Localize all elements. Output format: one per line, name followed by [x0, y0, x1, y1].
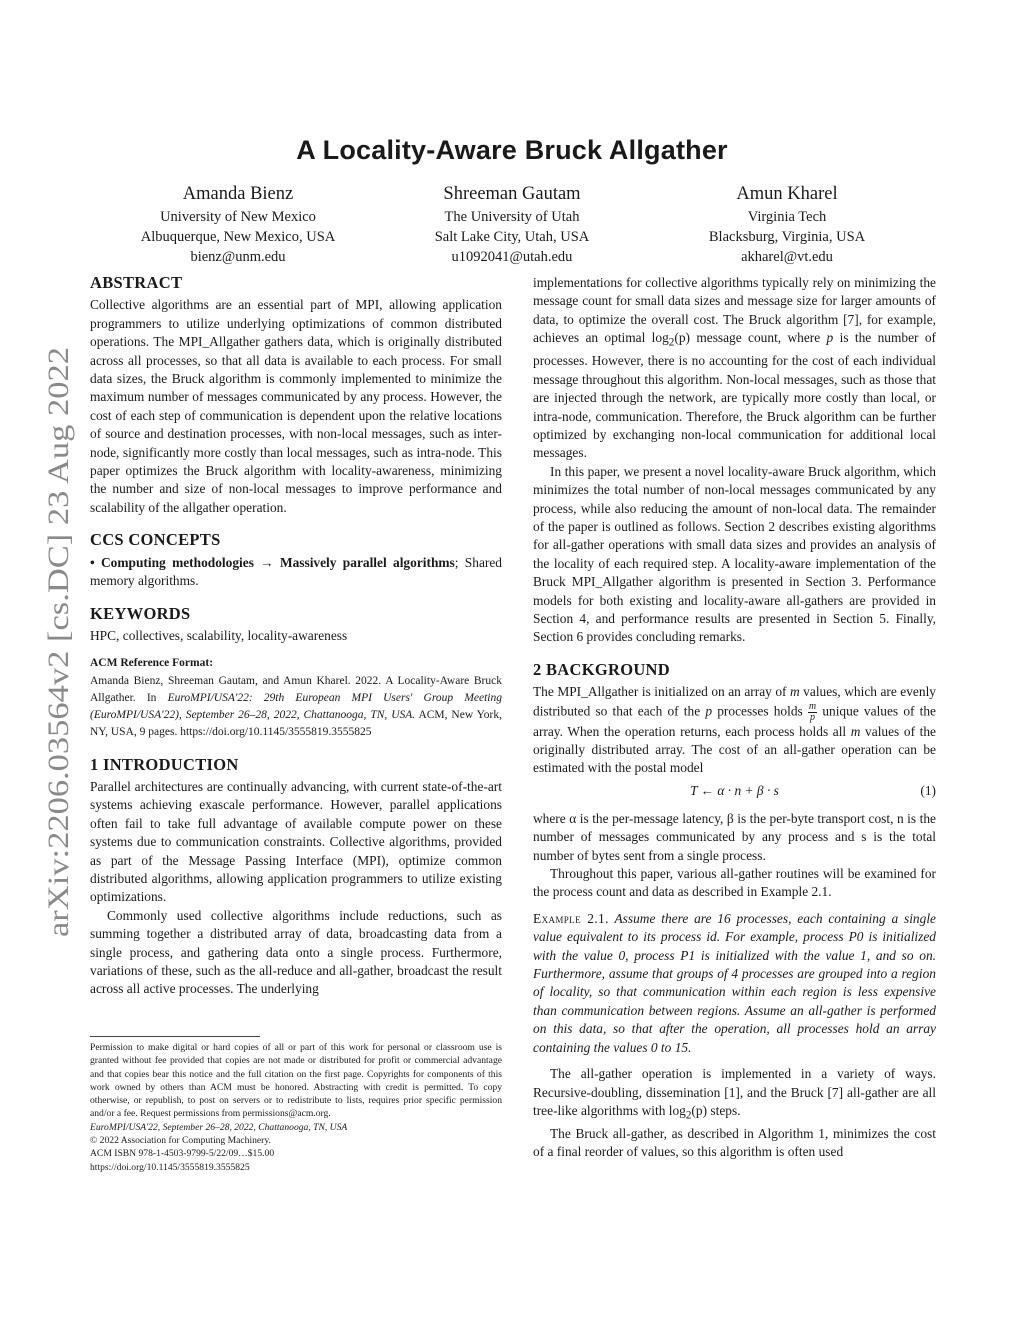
footnote-rule	[90, 1036, 260, 1037]
author-email[interactable]: u1092041@utah.edu	[451, 249, 573, 265]
background-paragraph: The MPI_Allgather is initialized on an array of m values, which are evenly distributed so that each of the p processes holds $\frac{m}{p}$ unique values of the array. When the operation returns, each process holds all m values of the originally distributed array. The cost of an all-gather operation can be estimated with the postal model	[533, 684, 937, 776]
footnote-copyright: © 2022 Association for Computing Machinery.	[90, 1135, 271, 1147]
arxiv-stamp	[30, 345, 80, 945]
author-location: Blacksburg, Virginia, USA	[708, 229, 866, 245]
footnote-doi[interactable]: https://doi.org/10.1145/3555819.3555825	[90, 1161, 250, 1173]
right-column	[533, 274, 936, 1162]
author-affiliation: The University of Utah	[444, 209, 580, 225]
fraction-m-over-p: $\frac{m}{p}$	[808, 700, 817, 723]
left-column	[90, 274, 502, 999]
example-label: Example 2.1.	[533, 910, 609, 926]
equation-text: T ← α · n + β · s	[690, 782, 779, 798]
introduction-heading: 1 INTRODUCTION	[90, 754, 239, 774]
author-block	[382, 182, 642, 267]
acm-reference-text	[90, 673, 502, 742]
abstract-text: Collective algorithms are an essential part of MPI, allowing application programmers to utilize underlying optimizations of common distributed operations. The MPI_Allgather gathers data, which is originally distributed across all processes, so that all data is available to each process. For small data sizes, the Bruck algorithm is commonly implemented to minimize the maximum number of messages communicated by any process. However, the cost of each step of communication is dependent upon the relative locations of source and destination processes, with non-local messages, such as inter-node, significantly more costly than local messages, such as intra-node. This paper optimizes the Bruck algorithm with locality-awareness, minimizing the number and size of non-local messages to improve performance and scalability of the allgather operation.	[90, 297, 502, 515]
acm-reference-venue: EuroMPI/USA'22: 29th European MPI Users' Group Meeting (EuroMPI/USA'22), September 26–28, 2022, Chattanooga, TN, USA.	[90, 691, 502, 722]
acm-reference-part1: Amanda Bienz, Shreeman Gautam, and Amun Kharel. 2022. A Locality-Aware Bruck Allgather. In	[90, 674, 502, 704]
background-paragraph: The Bruck all-gather, as described in Algorithm 1, minimizes the cost of a final reorder of values, so this algorithm is often used	[533, 1126, 936, 1160]
abstract-heading: ABSTRACT	[90, 273, 183, 292]
author-name: Amanda Bienz	[182, 184, 294, 204]
author-name: Shreeman Gautam	[443, 184, 581, 204]
ccs-text	[90, 554, 502, 591]
author-block	[657, 182, 917, 267]
permission-footnote	[90, 1036, 502, 1174]
background-heading: 2 BACKGROUND	[533, 659, 670, 679]
ccs-bold: • Computing methodologies → Massively parallel algorithms	[90, 554, 455, 570]
footnote-isbn: ACM ISBN 978-1-4503-9799-5/22/09…$15.00	[90, 1148, 275, 1160]
ccs-plain: ; Shared memory algorithms.	[90, 554, 502, 589]
author-location: Albuquerque, New Mexico, USA	[140, 229, 336, 245]
paper-title: A Locality-Aware Bruck Allgather	[296, 135, 728, 165]
author-name: Amun Kharel	[736, 184, 838, 204]
ccs-heading: CCS CONCEPTS	[90, 530, 221, 550]
arxiv-id-text: arXiv:2206.03564v2 [cs.DC] 23 Aug 2022	[42, 423, 75, 937]
equation-postal-model	[533, 782, 936, 806]
example-text: Assume there are 16 processes, each containing a single value equivalent to its process id. For example, process P0 is initialized with the value 0, process P1 is initialized with the value 1, and so on. Furthermore, assume that groups of 4 processes are grouped into a region of locality, so that communication within each region is less expensive than communication between regions. Assume an all-gather is performed on this data, so that after the operation, all processes hold an array containing the values 0 to 15.	[533, 910, 936, 1055]
introduction-paragraph: Commonly used collective algorithms include reductions, such as summing together a distributed array of data, broadcasting data from a single process, and gathering data onto a single process. Furthermore, variations of these, such as the all-reduce and all-gather, broadcast the result across all active processes. The underlying	[90, 907, 502, 997]
author-email[interactable]: akharel@vt.edu	[741, 249, 833, 265]
background-paragraph: Throughout this paper, various all-gather routines will be examined for the process count and data as described in Example 2.1.	[533, 866, 936, 900]
author-location: Salt Lake City, Utah, USA	[434, 229, 590, 245]
author-affiliation: University of New Mexico	[160, 209, 316, 225]
keywords-text: HPC, collectives, scalability, locality-awareness	[90, 627, 348, 643]
equation-number: (1)	[920, 782, 936, 798]
background-paragraph: The all-gather operation is implemented in a variety of ways. Recursive-doubling, dissemination [1], and the Bruck [7] all-gather are all tree-like algorithms with $\log_2(p)$ steps.	[533, 1066, 936, 1122]
introduction-paragraph: Parallel architectures are continually advancing, with current state-of-the-art systems achieving exascale performance. However, parallel applications often fail to take full advantage of available compute power on these systems due to communication constraints. Collective algorithms, provided as part of the Message Passing Interface (MPI), optimize common distributed algorithms, allowing application programmers to utilize existing optimizations.	[90, 778, 502, 905]
author-affiliation: Virginia Tech	[747, 209, 827, 225]
acm-reference-part2[interactable]: ACM, New York, NY, USA, 9 pages. https://doi.org/10.1145/3555819.3555825	[90, 709, 502, 739]
example-2-1	[533, 910, 936, 1057]
keywords-heading: KEYWORDS	[90, 603, 191, 623]
permission-text: Permission to make digital or hard copies of all or part of this work for personal or classroom use is granted without fee provided that copies are not made or distributed for profit or commercial advantage and that copies bear this notice and the full citation on the first page. Copyrights for components of this work owned by others than ACM must be honored. Abstracting with credit is permitted. To copy otherwise, or republish, to post on servers or to redistribute to lists, requires prior specific permission and/or a fee. Request permissions from permissions@acm.org.	[90, 1042, 502, 1120]
acm-reference-heading: ACM Reference Format:	[90, 657, 214, 670]
introduction-paragraph: In this paper, we present a novel locality-aware Bruck algorithm, which minimizes the total number of non-local messages communicated by any process, while also reducing the amount of non-local data. The remainder of the paper is outlined as follows. Section 2 describes existing algorithms for all-gather operations with small data sizes and provides an analysis of the locality of each required step. A locality-aware implementation of the Bruck MPI_Allgather algorithm is presented in Section 3. Performance models for both existing and locality-aware all-gathers are provided in Section 4, and performance results are presented in Section 5. Finally, Section 6 provides concluding remarks.	[533, 463, 936, 645]
footnote-venue: EuroMPI/USA'22, September 26–28, 2022, Chattanooga, TN, USA	[90, 1121, 348, 1133]
author-block	[108, 182, 368, 267]
introduction-paragraph-continued: implementations for collective algorithms typically rely on minimizing the message count for small data sizes and message size for larger amounts of data, to optimize the overall cost. The Bruck algorithm [7], for example, achieves an optimal $\log_2(p)$ message count, where p is the number of processes. However, there is no accounting for the cost of each individual message throughout this algorithm. Non-local messages, such as those that are injected through the network, are typically more costly than local, or intra-node, communication. Therefore, the Bruck algorithm can be further optimized by exchanging non-local communication for additional local messages.	[533, 275, 936, 461]
background-paragraph: where α is the per-message latency, β is the per-byte transport cost, n is the number of messages communicated by any process and s is the total number of bytes sent from a single process.	[533, 810, 936, 863]
author-email[interactable]: bienz@unm.edu	[190, 249, 286, 265]
